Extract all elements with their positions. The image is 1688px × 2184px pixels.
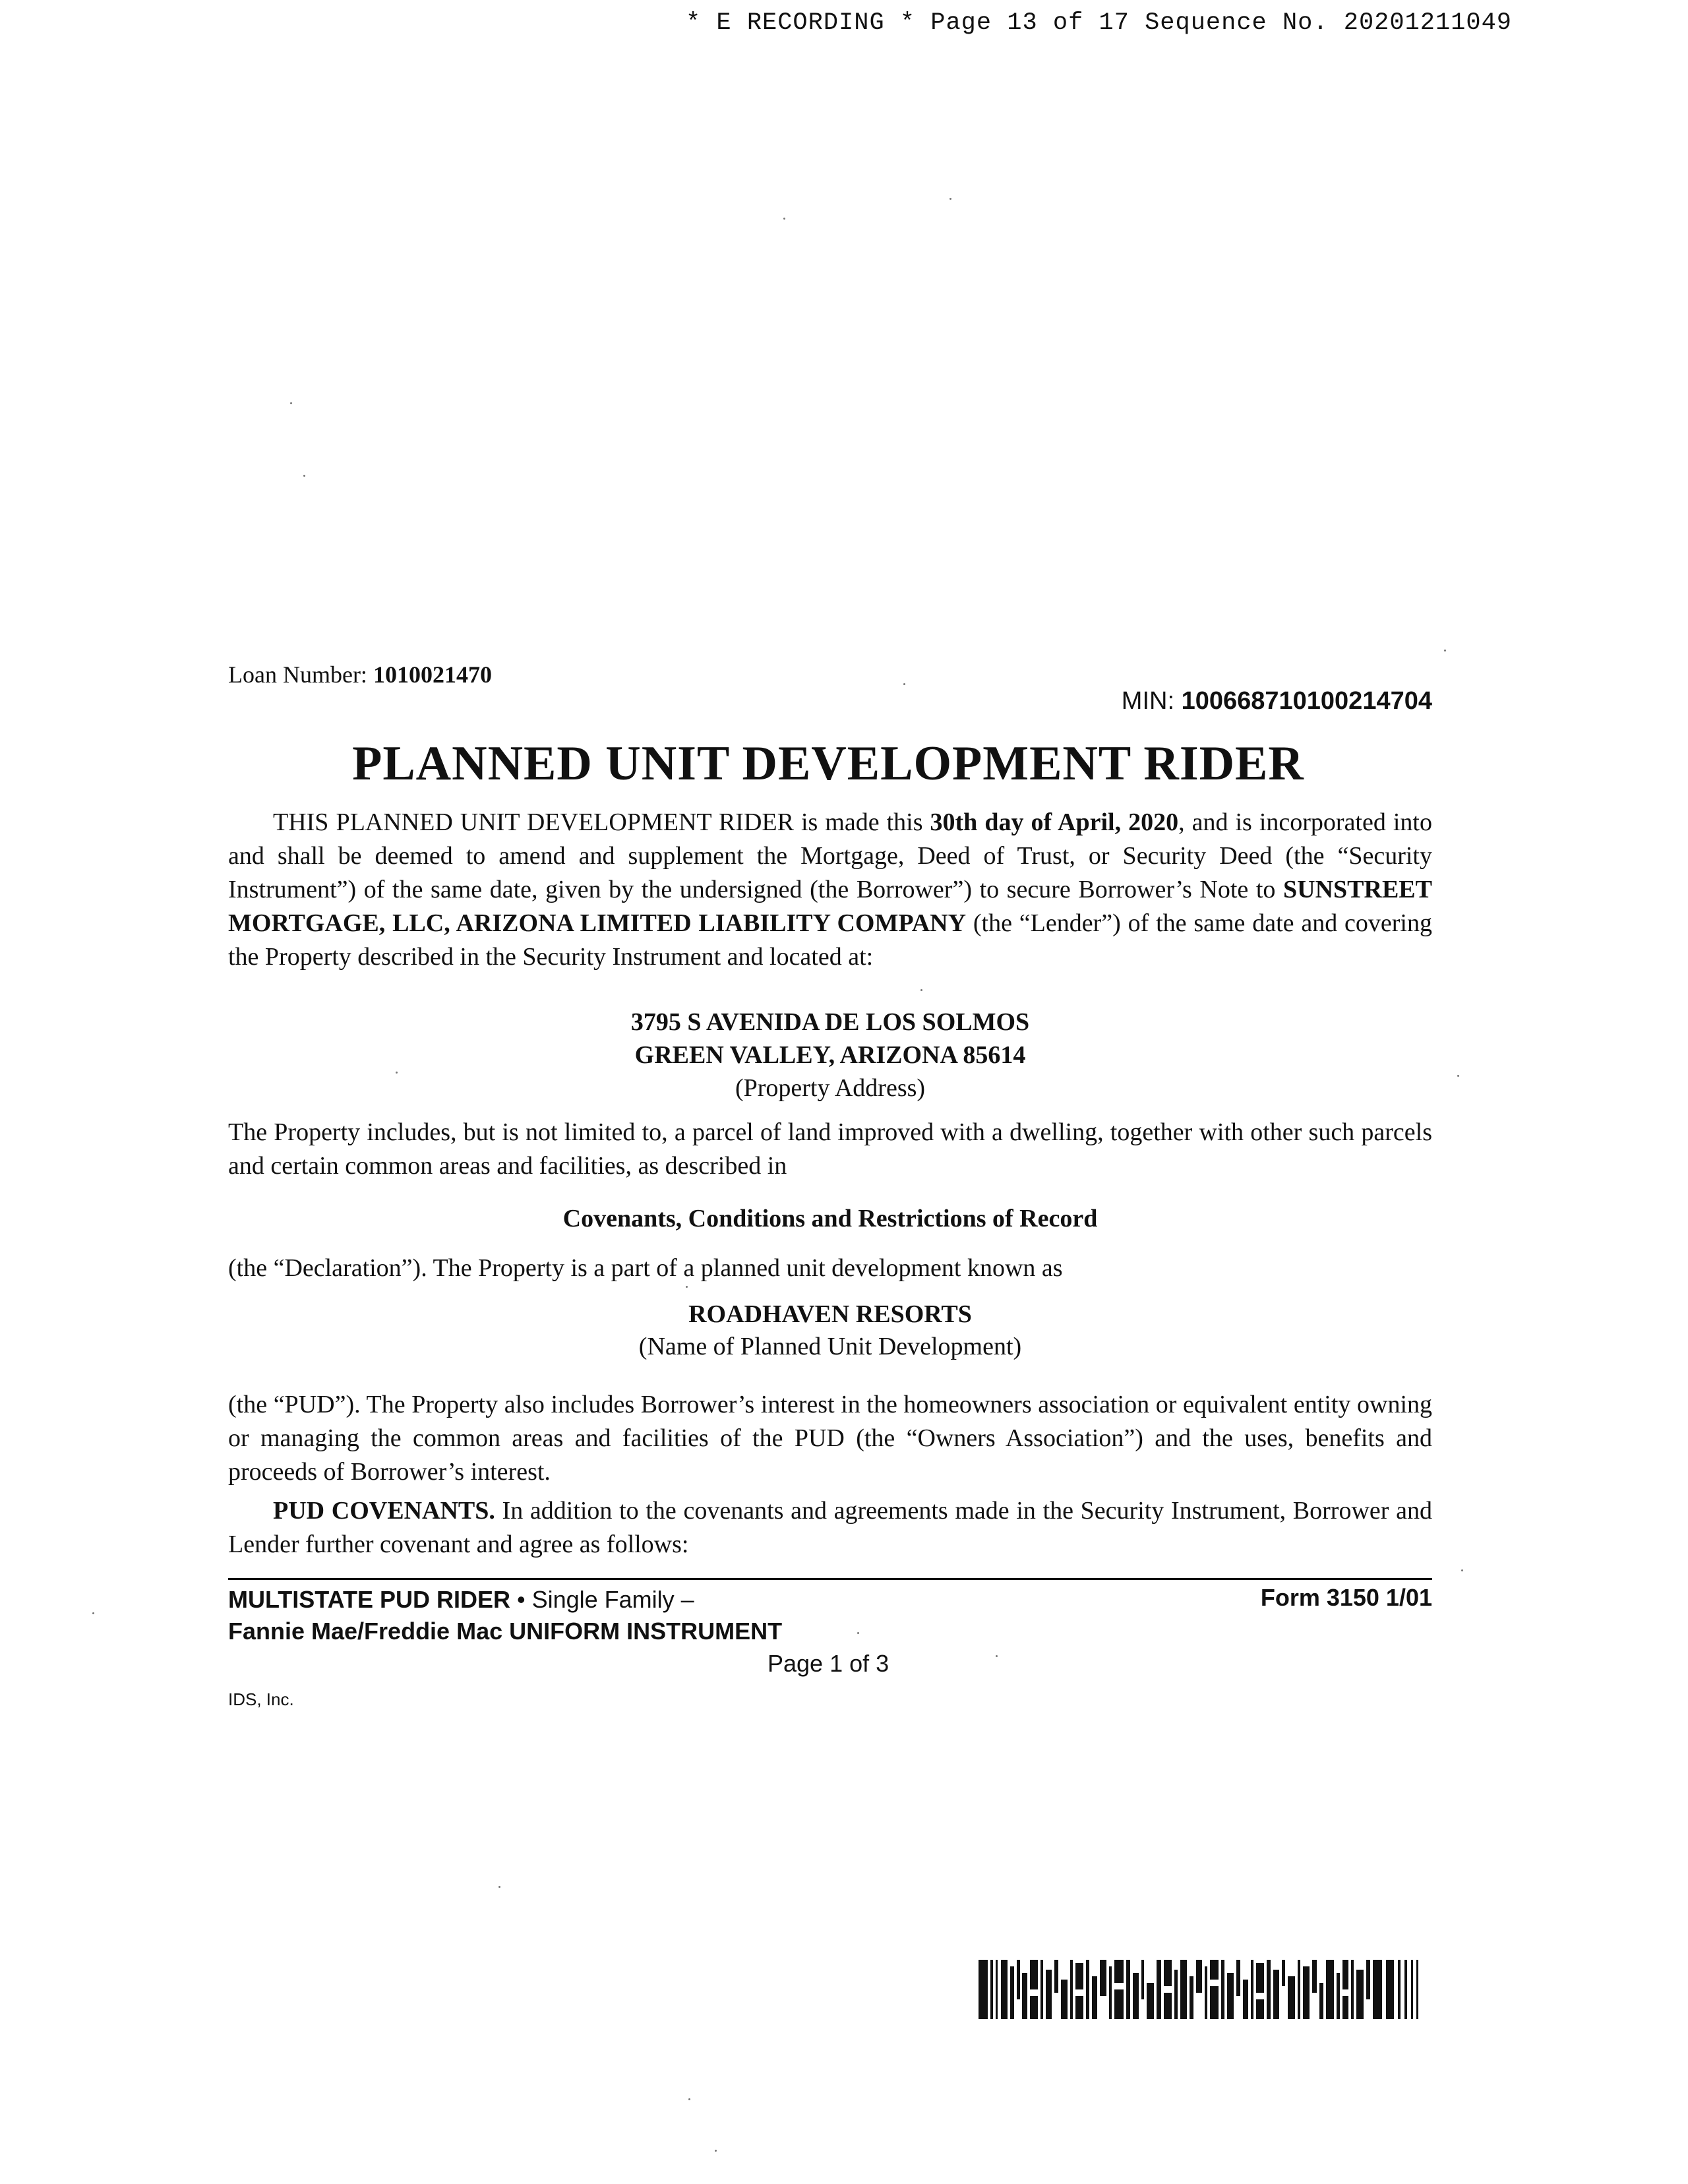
form-title: MULTISTATE PUD RIDER — [228, 1586, 510, 1613]
form-instrument: Fannie Mae/Freddie Mac UNIFORM INSTRUMENT — [228, 1618, 783, 1645]
scan-speck — [1461, 1569, 1463, 1571]
scan-speck — [920, 989, 922, 991]
scan-speck — [1444, 650, 1446, 652]
min-value: 100668710100214704 — [1181, 687, 1432, 715]
recording-header: * E RECORDING * Page 13 of 17 Sequence No. 20201211049 — [686, 9, 1512, 37]
scan-speck — [498, 1886, 500, 1888]
pud-name-caption: (Name of Planned Unit Development) — [638, 1333, 1022, 1360]
scan-speck — [290, 402, 292, 404]
document-title: PLANNED UNIT DEVELOPMENT RIDER — [352, 737, 1304, 791]
covenants-text: In addition to the covenants and agreements made in the Security Instrument, Borrower and Lender further covenant and agree as follows: — [228, 1497, 1432, 1558]
covenants-heading: PUD COVENANTS. — [273, 1497, 495, 1525]
scan-speck — [396, 1072, 398, 1074]
form-identification — [228, 1584, 782, 1647]
declaration-paragraph: (the “Declaration”). The Property is a part of a planned unit development known as — [228, 1254, 1063, 1282]
intro-text-2: , and is incorporated into and shall be deemed to amend and supplement the Mortgage, Deed of Trust, or Security Deed (the “Security Instrument”) of the same date, given by the undersigned (the Borrower”) to secure Borrower’s Note to — [228, 808, 1432, 903]
scan-speck — [1457, 1075, 1459, 1077]
scan-speck — [715, 2150, 717, 2152]
rider-date: 30th day of April, 2020 — [930, 808, 1179, 836]
intro-paragraph — [228, 806, 1432, 974]
form-number: Form 3150 1/01 — [1260, 1584, 1432, 1611]
scan-speck — [783, 218, 785, 220]
pud-paragraph: (the “PUD”). The Property also includes Borrower’s interest in the homeowners association or equivalent entity owning or managing the common areas and facilities of the PUD (the “Owners Association”) and the uses, benefits and proceeds of Borrower’s interest. — [228, 1391, 1432, 1486]
property-address — [228, 1006, 1432, 1072]
scan-speck — [857, 1632, 859, 1634]
scan-speck — [303, 475, 305, 477]
form-type: • Single Family – — [510, 1586, 694, 1613]
property-address-caption: (Property Address) — [735, 1074, 926, 1102]
scan-speck — [92, 1612, 94, 1614]
property-includes-paragraph: The Property includes, but is not limited to, a parcel of land improved with a dwelling, together with other such parcels and certain common areas and facilities, as described in — [228, 1118, 1432, 1180]
intro-text-1: THIS PLANNED UNIT DEVELOPMENT RIDER is made this — [273, 808, 930, 836]
property-address-line2: GREEN VALLEY, ARIZONA 85614 — [634, 1041, 1026, 1069]
pud-name: ROADHAVEN RESORTS — [688, 1300, 972, 1328]
min-label: MIN: — [1121, 687, 1182, 715]
scan-speck — [903, 683, 905, 685]
declaration-name: Covenants, Conditions and Restrictions of Record — [562, 1205, 1098, 1232]
barcode — [979, 1960, 1427, 2019]
loan-number-value: 1010021470 — [373, 661, 492, 688]
loan-number — [228, 661, 492, 688]
covenants-paragraph — [228, 1494, 1432, 1562]
page-number: Page 1 of 3 — [768, 1650, 889, 1677]
scan-speck — [996, 1655, 998, 1657]
form-title-line — [228, 1584, 782, 1616]
footer-divider — [228, 1578, 1432, 1580]
intro-text-3: (the “Lender”) of the same date and covering the Property described in the Security Instrument and located at: — [228, 909, 1432, 971]
lender-name: SUNSTREET MORTGAGE, LLC, ARIZONA LIMITED LIABILITY COMPANY — [228, 876, 1432, 937]
min-number — [1122, 687, 1432, 715]
scan-speck — [688, 2098, 690, 2100]
property-address-line1: 3795 S AVENIDA DE LOS SOLMOS — [630, 1008, 1030, 1036]
loan-number-label: Loan Number: — [228, 661, 373, 688]
vendor-name: IDS, Inc. — [228, 1689, 294, 1709]
scan-speck — [950, 198, 951, 200]
scan-speck — [686, 1286, 688, 1288]
